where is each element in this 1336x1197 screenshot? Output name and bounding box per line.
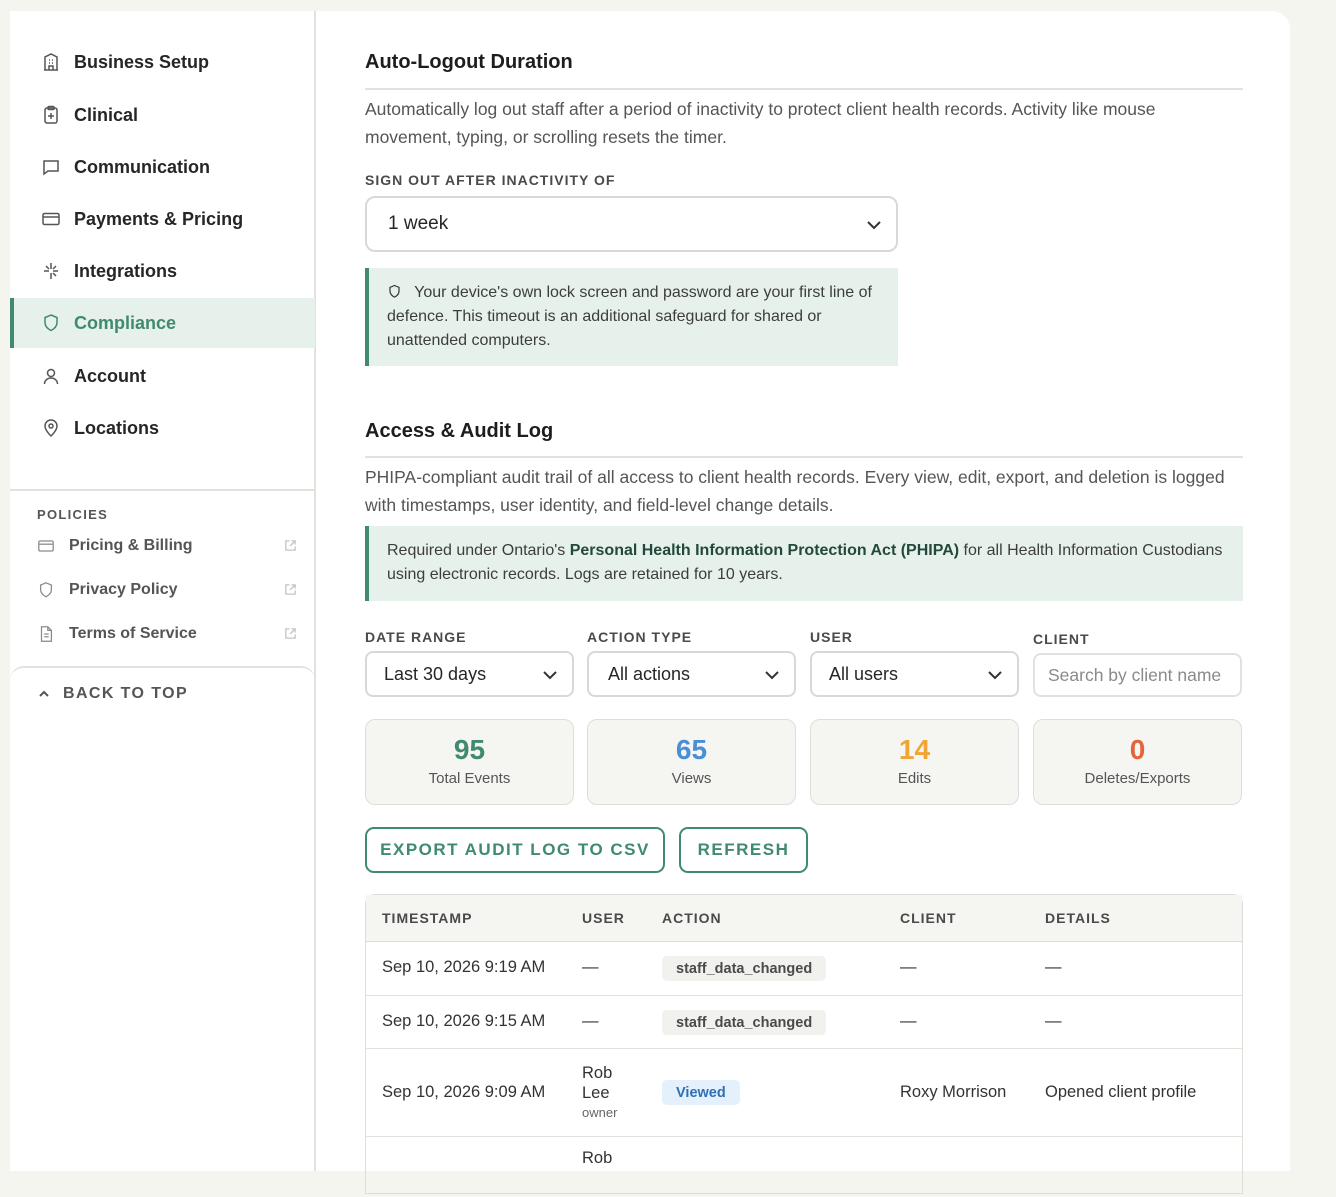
policies-heading: POLICIES <box>37 507 109 522</box>
cell-client: — <box>900 1012 917 1030</box>
sidebar-item-payments-pricing[interactable] <box>10 194 315 244</box>
user-filter-label: USER <box>810 629 853 645</box>
table-row[interactable] <box>366 1137 1242 1197</box>
inactivity-field-label: SIGN OUT AFTER INACTIVITY OF <box>365 172 616 188</box>
autologout-callout <box>365 268 898 366</box>
settings-sidebar <box>10 11 316 1171</box>
autologout-title: Auto-Logout Duration <box>365 51 573 73</box>
user-role: owner <box>582 1105 618 1120</box>
action-badge: staff_data_changed <box>662 1010 826 1035</box>
sidebar-item-label: Business Setup <box>74 51 210 72</box>
policy-link-privacy-policy[interactable] <box>37 577 297 603</box>
stat-value: 14 <box>898 734 931 765</box>
policy-link-terms-of-service[interactable] <box>37 621 297 647</box>
sidebar-item-label: Communication <box>74 156 211 177</box>
export-csv-button[interactable]: EXPORT AUDIT LOG TO CSV <box>365 827 665 873</box>
sidebar-item-integrations[interactable] <box>10 246 315 296</box>
sidebar-divider <box>10 489 315 491</box>
user-filter-value: All users <box>829 663 899 684</box>
column-header-user[interactable]: USER <box>582 910 625 926</box>
integrations-icon <box>40 260 62 282</box>
document-icon <box>37 624 57 644</box>
stat-value: 95 <box>453 734 486 765</box>
phipa-act-name: Personal Health Information Protection Act (PHIPA) <box>569 542 960 559</box>
stat-label: Total Events <box>428 770 511 787</box>
column-header-action[interactable]: ACTION <box>662 910 722 926</box>
stat-value: 65 <box>675 734 708 765</box>
policy-label: Pricing & Billing <box>69 537 193 554</box>
table-row[interactable] <box>366 996 1242 1049</box>
inactivity-select-value: 1 week <box>388 213 449 234</box>
credit-card-icon <box>37 536 57 556</box>
chevron-up-icon <box>38 688 50 700</box>
shield-icon <box>40 312 62 334</box>
external-link-icon <box>284 627 297 645</box>
sidebar-item-label: Payments & Pricing <box>74 208 244 229</box>
refresh-button[interactable]: REFRESH <box>679 827 808 873</box>
sidebar-item-locations[interactable] <box>10 403 315 453</box>
sidebar-item-label: Clinical <box>74 104 139 125</box>
column-header-client[interactable]: CLIENT <box>900 910 957 926</box>
client-filter-label: CLIENT <box>1033 631 1090 647</box>
cell-details: — <box>1045 958 1062 976</box>
action-badge: staff_data_changed <box>662 956 826 981</box>
sidebar-item-label: Account <box>74 365 146 386</box>
back-to-top-container <box>10 666 315 726</box>
building-icon <box>40 51 62 73</box>
clipboard-icon <box>40 104 62 126</box>
user-icon <box>40 365 62 387</box>
table-row[interactable] <box>366 1049 1242 1137</box>
chevron-down-icon <box>762 665 782 690</box>
location-pin-icon <box>40 417 62 439</box>
policy-label: Privacy Policy <box>69 581 178 598</box>
action-type-label: ACTION TYPE <box>587 629 693 645</box>
chat-icon <box>40 156 62 178</box>
table-header <box>366 895 1242 942</box>
policy-label: Terms of Service <box>69 625 197 642</box>
sidebar-item-label: Integrations <box>74 260 178 281</box>
cell-timestamp: Sep 10, 2026 9:15 AM <box>382 1012 546 1030</box>
cell-client: — <box>900 958 917 976</box>
action-type-select[interactable] <box>587 651 796 697</box>
chevron-down-icon <box>864 215 884 241</box>
stat-edits <box>810 719 1019 805</box>
phipa-callout-post: for all Health Information Custodians using electronic records. Logs are retained for 10 years. <box>387 542 1223 583</box>
audit-description: PHIPA-compliant audit trail of all access to client health records. Every view, edit, export, and deletion is logged with timestamps, user identity, and field-level change details. <box>365 467 1225 515</box>
external-link-icon <box>284 583 297 601</box>
cell-user: Rob <box>582 1149 613 1167</box>
credit-card-icon <box>40 208 62 230</box>
cell-details: — <box>1045 1012 1062 1030</box>
stat-label: Deletes/Exports <box>1084 770 1191 787</box>
audit-log-table <box>365 894 1243 1194</box>
shield-icon <box>37 580 57 600</box>
date-range-select[interactable] <box>365 651 574 697</box>
stat-value: 0 <box>1129 734 1146 765</box>
sidebar-item-communication[interactable] <box>10 142 315 192</box>
column-header-details[interactable]: DETAILS <box>1045 910 1111 926</box>
user-filter-select[interactable] <box>810 651 1019 697</box>
user-first-name: Rob <box>582 1064 613 1082</box>
sidebar-item-label: Compliance <box>74 312 177 333</box>
cell-client: Roxy Morrison <box>900 1083 1007 1101</box>
action-badge-viewed: Viewed <box>662 1080 740 1105</box>
external-link-icon <box>284 539 297 557</box>
cell-details: Opened client profile <box>1045 1083 1197 1101</box>
inactivity-select[interactable] <box>365 196 898 252</box>
date-range-label: DATE RANGE <box>365 629 467 645</box>
audit-title: Access & Audit Log <box>365 420 554 442</box>
stat-total-events <box>365 719 574 805</box>
sidebar-item-clinical[interactable] <box>10 90 315 140</box>
stat-views <box>587 719 796 805</box>
date-range-value: Last 30 days <box>384 663 487 684</box>
autologout-description: Automatically log out staff after a period of inactivity to protect client health records. Activity like mouse movement, typing, or scrolling resets the timer. <box>365 99 1156 147</box>
user-last-name: Lee <box>582 1084 610 1102</box>
autologout-callout-text: Your device's own lock screen and password are your first line of defence. This timeout is an additional safeguard for shared or unattended computers. <box>387 284 872 349</box>
chevron-down-icon <box>985 665 1005 690</box>
sidebar-item-business-setup[interactable] <box>10 37 315 87</box>
phipa-callout-pre: Required under Ontario's <box>387 542 570 559</box>
cell-timestamp: Sep 10, 2026 9:19 AM <box>382 958 546 976</box>
policy-link-pricing-billing[interactable] <box>37 533 297 559</box>
cell-user: — <box>582 958 599 976</box>
shield-icon <box>387 284 414 301</box>
client-search-input[interactable] <box>1033 653 1242 697</box>
cell-timestamp: Sep 10, 2026 9:09 AM <box>382 1083 546 1101</box>
back-to-top-label: BACK TO TOP <box>63 685 189 702</box>
section-divider <box>365 456 1243 458</box>
stat-label: Views <box>671 770 712 787</box>
settings-card <box>10 11 1290 1171</box>
column-header-timestamp[interactable]: TIMESTAMP <box>382 910 473 926</box>
table-row[interactable] <box>366 942 1242 996</box>
section-divider <box>365 88 1243 90</box>
cell-user <box>582 1063 617 1123</box>
sidebar-item-label: Locations <box>74 417 160 438</box>
chevron-down-icon <box>540 665 560 690</box>
sidebar-item-account[interactable] <box>10 351 315 401</box>
sidebar-item-compliance[interactable] <box>10 298 315 348</box>
cell-user: — <box>582 1012 599 1030</box>
stat-label: Edits <box>897 770 932 787</box>
phipa-callout <box>365 526 1243 601</box>
action-type-value: All actions <box>608 663 691 684</box>
stat-deletes-exports <box>1033 719 1242 805</box>
back-to-top-button[interactable] <box>38 685 188 703</box>
